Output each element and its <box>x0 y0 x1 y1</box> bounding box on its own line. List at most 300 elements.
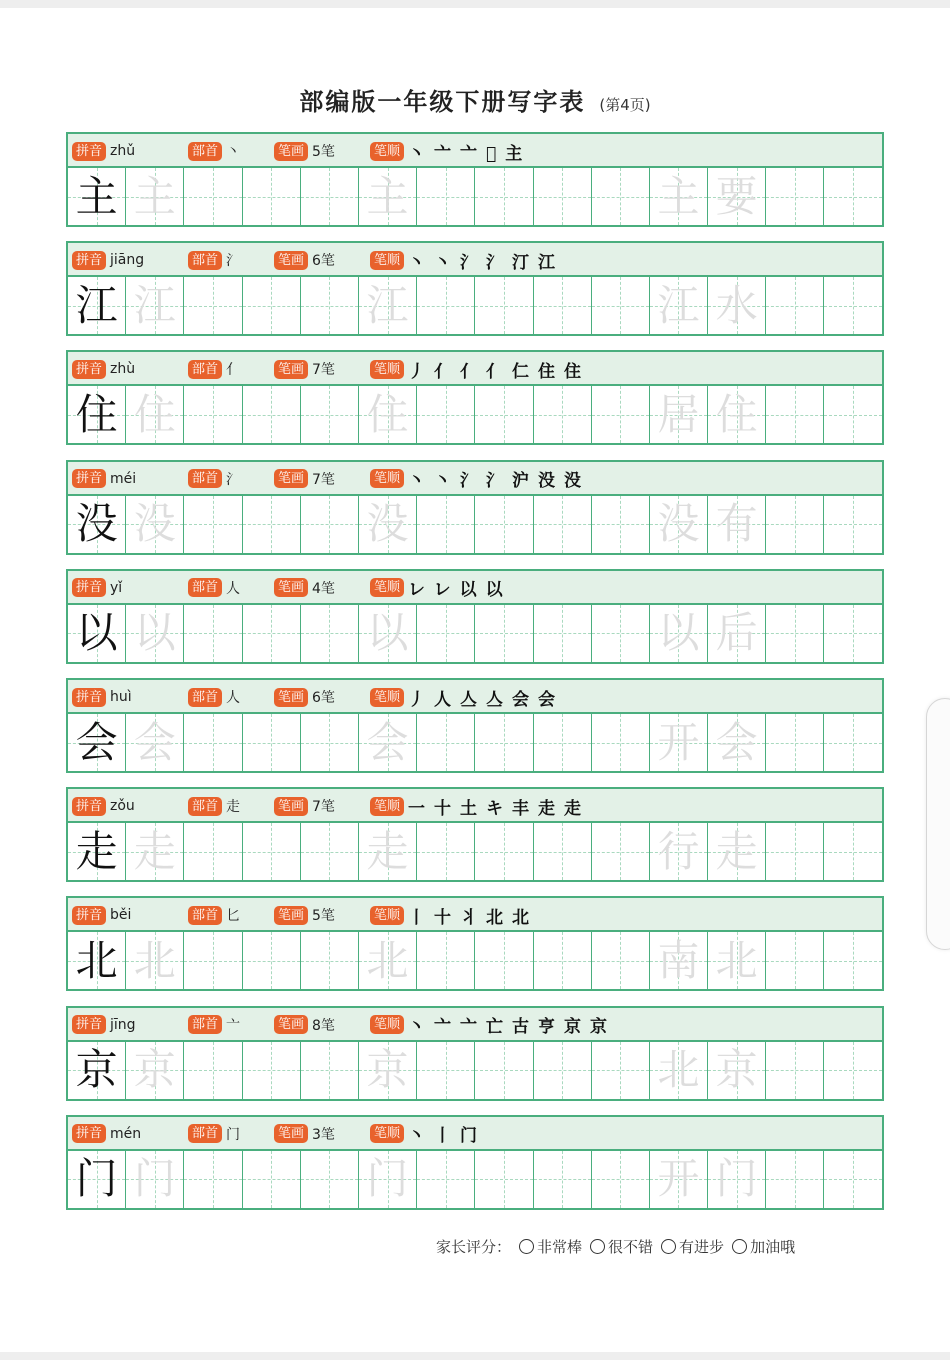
grid-cell[interactable] <box>824 1151 882 1208</box>
pinyin-value: jīng <box>110 1016 136 1033</box>
model-character: 没 <box>75 499 118 549</box>
page-title: 部编版一年级下册写字表 <box>299 87 586 116</box>
grid-cell[interactable] <box>534 386 592 443</box>
grid-cell[interactable] <box>301 1151 359 1208</box>
grid-cell[interactable] <box>766 496 824 553</box>
pinyin-value: zǒu <box>110 798 135 815</box>
strokes-badge: 笔画 <box>274 251 308 270</box>
character-block <box>66 896 884 991</box>
pinyin-badge: 拼音 <box>72 688 106 707</box>
grid-cell[interactable] <box>708 277 766 334</box>
grid-cell[interactable] <box>534 1151 592 1208</box>
grid-cell[interactable] <box>824 1042 882 1099</box>
pinyin-field <box>72 358 135 380</box>
grid-cell[interactable] <box>592 277 650 334</box>
grid-cell[interactable] <box>475 714 533 771</box>
rating-option-3[interactable]: 有进步 <box>661 1236 724 1257</box>
pinyin-field <box>72 468 136 490</box>
radical-field <box>188 358 240 380</box>
grid-cell[interactable] <box>592 823 650 880</box>
grid-cell[interactable] <box>650 932 708 989</box>
grid-cell[interactable] <box>824 277 882 334</box>
grid-cell[interactable] <box>126 168 184 225</box>
grid-cell[interactable] <box>359 932 417 989</box>
trace-character: 京 <box>715 1045 758 1095</box>
order-badge: 笔顺 <box>370 469 404 488</box>
grid-cell[interactable] <box>184 823 242 880</box>
grid-cell[interactable] <box>708 932 766 989</box>
grid-cell[interactable] <box>650 168 708 225</box>
character-info-bar <box>68 352 882 386</box>
grid-cell[interactable] <box>301 1042 359 1099</box>
grid-cell[interactable] <box>126 386 184 443</box>
character-info-bar <box>68 898 882 932</box>
grid-cell[interactable] <box>475 386 533 443</box>
strokes-field <box>274 1014 335 1036</box>
pinyin-badge: 拼音 <box>72 469 106 488</box>
pinyin-field <box>72 249 144 271</box>
grid-cell[interactable] <box>359 168 417 225</box>
grid-cell[interactable] <box>359 386 417 443</box>
grid-cell[interactable] <box>592 496 650 553</box>
trace-character: 门 <box>133 1154 176 1204</box>
model-character: 北 <box>75 935 118 985</box>
strokes-value: 7笔 <box>312 471 335 488</box>
grid-cell[interactable] <box>650 496 708 553</box>
strokes-badge: 笔画 <box>274 1124 308 1143</box>
grid-cell[interactable] <box>417 168 475 225</box>
pinyin-field <box>72 795 135 817</box>
order-field <box>370 795 590 817</box>
grid-cell[interactable] <box>359 496 417 553</box>
grid-cell[interactable] <box>534 714 592 771</box>
strokes-value: 5笔 <box>312 144 335 160</box>
strokes-value: 7笔 <box>312 799 335 816</box>
grid-cell[interactable] <box>592 1042 650 1099</box>
grid-cell[interactable] <box>68 168 126 225</box>
radical-value: 亻 <box>226 362 241 379</box>
radio-circle-icon[interactable] <box>661 1239 676 1254</box>
radical-value: 亠 <box>226 1017 241 1034</box>
grid-cell[interactable] <box>68 496 126 553</box>
grid-cell[interactable] <box>359 714 417 771</box>
strokes-badge: 笔画 <box>274 578 308 597</box>
trace-character: 行 <box>657 826 700 876</box>
grid-cell[interactable] <box>359 823 417 880</box>
side-scroll-handle[interactable] <box>926 698 950 950</box>
pinyin-badge: 拼音 <box>72 1124 106 1143</box>
character-info-bar <box>68 1008 882 1042</box>
grid-cell[interactable] <box>766 932 824 989</box>
grid-cell[interactable] <box>184 277 242 334</box>
grid-cell[interactable] <box>301 605 359 662</box>
strokes-field <box>274 686 335 708</box>
order-field <box>370 358 590 380</box>
order-field <box>370 468 590 490</box>
grid-cell[interactable] <box>68 1042 126 1099</box>
grid-cell[interactable] <box>126 1042 184 1099</box>
radio-circle-icon[interactable] <box>732 1239 747 1254</box>
grid-cell[interactable] <box>475 823 533 880</box>
order-value: 丿亻亻亻仁住住 <box>408 361 591 382</box>
grid-cell[interactable] <box>184 1042 242 1099</box>
trace-character: 京 <box>133 1045 176 1095</box>
strokes-value: 5笔 <box>312 908 335 925</box>
pinyin-badge: 拼音 <box>72 1015 106 1034</box>
radical-badge: 部首 <box>188 1124 222 1143</box>
grid-cell[interactable] <box>475 605 533 662</box>
grid-cell[interactable] <box>766 168 824 225</box>
grid-cell[interactable] <box>243 168 301 225</box>
grid-cell[interactable] <box>126 1151 184 1208</box>
grid-cell[interactable] <box>243 1151 301 1208</box>
grid-cell[interactable] <box>68 1151 126 1208</box>
radical-badge: 部首 <box>188 906 222 925</box>
trace-character: 开 <box>657 1154 700 1204</box>
order-badge: 笔顺 <box>370 142 404 161</box>
trace-character: 会 <box>366 717 409 767</box>
radical-field <box>188 249 240 271</box>
grid-cell[interactable] <box>68 714 126 771</box>
grid-cell[interactable] <box>650 277 708 334</box>
grid-cell[interactable] <box>475 1042 533 1099</box>
grid-cell[interactable] <box>243 823 301 880</box>
grid-cell[interactable] <box>824 932 882 989</box>
grid-cell[interactable] <box>301 496 359 553</box>
grid-cell[interactable] <box>417 386 475 443</box>
grid-cell[interactable] <box>417 1042 475 1099</box>
parent-rating <box>436 1236 795 1257</box>
grid-cell[interactable] <box>126 496 184 553</box>
order-badge: 笔顺 <box>370 1124 404 1143</box>
character-block <box>66 1006 884 1101</box>
page-header <box>0 82 950 117</box>
trace-character: 以 <box>133 608 176 658</box>
strokes-field <box>274 358 335 380</box>
radical-value: 人 <box>226 690 241 706</box>
grid-cell[interactable] <box>301 168 359 225</box>
grid-cell[interactable] <box>650 605 708 662</box>
grid-cell[interactable] <box>126 714 184 771</box>
strokes-badge: 笔画 <box>274 688 308 707</box>
grid-cell[interactable] <box>824 168 882 225</box>
radical-badge: 部首 <box>188 142 222 161</box>
grid-cell[interactable] <box>359 277 417 334</box>
grid-cell[interactable] <box>184 605 242 662</box>
pinyin-value: jiāng <box>110 252 145 269</box>
grid-cell[interactable] <box>824 714 882 771</box>
pinyin-badge: 拼音 <box>72 797 106 816</box>
pinyin-value: méi <box>110 470 137 487</box>
radio-circle-icon[interactable] <box>519 1239 534 1254</box>
trace-character: 水 <box>715 280 758 330</box>
writing-grid <box>68 823 882 880</box>
character-info-bar <box>68 1117 882 1151</box>
grid-cell[interactable] <box>824 605 882 662</box>
grid-cell[interactable] <box>766 714 824 771</box>
pinyin-field <box>72 1123 141 1145</box>
grid-cell[interactable] <box>126 932 184 989</box>
grid-cell[interactable] <box>708 168 766 225</box>
trace-character: 住 <box>715 389 758 439</box>
grid-cell[interactable] <box>126 605 184 662</box>
order-value: 丨十丬北北 <box>408 907 539 928</box>
strokes-field <box>274 1123 335 1145</box>
grid-cell[interactable] <box>301 386 359 443</box>
character-block <box>66 460 884 555</box>
model-character: 以 <box>75 608 118 658</box>
radical-badge: 部首 <box>188 251 222 270</box>
grid-cell[interactable] <box>650 1151 708 1208</box>
grid-cell[interactable] <box>534 932 592 989</box>
grid-cell[interactable] <box>301 277 359 334</box>
grid-cell[interactable] <box>243 496 301 553</box>
trace-character: 江 <box>133 280 176 330</box>
writing-grid <box>68 277 882 334</box>
radical-field <box>188 686 240 708</box>
writing-grid <box>68 386 882 443</box>
grid-cell[interactable] <box>708 714 766 771</box>
grid-cell[interactable] <box>534 1042 592 1099</box>
grid-cell[interactable] <box>243 932 301 989</box>
trace-character: 门 <box>366 1154 409 1204</box>
pinyin-badge: 拼音 <box>72 360 106 379</box>
grid-cell[interactable] <box>534 277 592 334</box>
model-character: 住 <box>75 389 118 439</box>
grid-cell[interactable] <box>766 823 824 880</box>
grid-cell[interactable] <box>708 1151 766 1208</box>
grid-cell[interactable] <box>766 1151 824 1208</box>
grid-cell[interactable] <box>243 605 301 662</box>
order-value: 丶丨门 <box>408 1126 487 1147</box>
grid-cell[interactable] <box>301 823 359 880</box>
grid-cell[interactable] <box>359 605 417 662</box>
grid-cell[interactable] <box>592 714 650 771</box>
grid-cell[interactable] <box>417 277 475 334</box>
grid-cell[interactable] <box>592 168 650 225</box>
grid-cell[interactable] <box>534 823 592 880</box>
order-field <box>370 686 564 708</box>
grid-cell[interactable] <box>243 277 301 334</box>
strokes-badge: 笔画 <box>274 906 308 925</box>
grid-cell[interactable] <box>650 823 708 880</box>
strokes-badge: 笔画 <box>274 1015 308 1034</box>
trace-character: 会 <box>133 717 176 767</box>
order-field <box>370 249 564 271</box>
radical-badge: 部首 <box>188 797 222 816</box>
order-badge: 笔顺 <box>370 578 404 597</box>
grid-cell[interactable] <box>243 386 301 443</box>
grid-cell[interactable] <box>68 605 126 662</box>
model-character: 会 <box>75 717 118 767</box>
strokes-value: 6笔 <box>312 253 335 270</box>
radical-field <box>188 140 240 162</box>
trace-character: 以 <box>657 608 700 658</box>
radio-circle-icon[interactable] <box>590 1239 605 1254</box>
grid-cell[interactable] <box>766 386 824 443</box>
grid-cell[interactable] <box>475 168 533 225</box>
grid-cell[interactable] <box>592 386 650 443</box>
strokes-field <box>274 140 335 162</box>
order-field <box>370 140 531 162</box>
grid-cell[interactable] <box>766 1042 824 1099</box>
strokes-badge: 笔画 <box>274 797 308 816</box>
grid-cell[interactable] <box>475 932 533 989</box>
grid-cell[interactable] <box>359 1151 417 1208</box>
grid-cell[interactable] <box>766 277 824 334</box>
order-badge: 笔顺 <box>370 906 404 925</box>
grid-cell[interactable] <box>708 605 766 662</box>
grid-cell[interactable] <box>301 714 359 771</box>
grid-cell[interactable] <box>68 932 126 989</box>
character-info-bar <box>68 571 882 605</box>
grid-cell[interactable] <box>650 714 708 771</box>
order-field <box>370 577 512 599</box>
grid-cell[interactable] <box>417 496 475 553</box>
grid-cell[interactable] <box>417 932 475 989</box>
trace-character: 后 <box>715 608 758 658</box>
radical-field <box>188 1123 240 1145</box>
order-field <box>370 1014 616 1036</box>
grid-cell[interactable] <box>475 496 533 553</box>
pinyin-value: huì <box>110 689 132 705</box>
strokes-field <box>274 468 335 490</box>
writing-grid <box>68 1151 882 1208</box>
grid-cell[interactable] <box>126 277 184 334</box>
model-character: 主 <box>75 171 118 221</box>
grid-cell[interactable] <box>68 277 126 334</box>
character-info-bar <box>68 680 882 714</box>
grid-cell[interactable] <box>534 496 592 553</box>
radical-value: 丶 <box>226 144 241 160</box>
trace-character: 北 <box>133 935 176 985</box>
trace-character: 没 <box>133 499 176 549</box>
grid-cell[interactable] <box>592 1151 650 1208</box>
grid-cell[interactable] <box>824 496 882 553</box>
trace-character: 有 <box>715 499 758 549</box>
grid-cell[interactable] <box>417 605 475 662</box>
grid-cell[interactable] <box>301 932 359 989</box>
grid-cell[interactable] <box>184 932 242 989</box>
radical-value: 门 <box>226 1126 241 1143</box>
grid-cell[interactable] <box>417 1151 475 1208</box>
trace-character: 以 <box>366 608 409 658</box>
pinyin-field <box>72 577 122 599</box>
grid-cell[interactable] <box>766 605 824 662</box>
grid-cell[interactable] <box>708 1042 766 1099</box>
page-number: (第4页) <box>599 96 651 114</box>
grid-cell[interactable] <box>184 714 242 771</box>
rating-option-2[interactable]: 很不错 <box>590 1236 653 1257</box>
trace-character: 走 <box>715 826 758 876</box>
pinyin-badge: 拼音 <box>72 906 106 925</box>
writing-grid <box>68 496 882 553</box>
pinyin-field <box>72 140 135 162</box>
grid-cell[interactable] <box>243 714 301 771</box>
radical-badge: 部首 <box>188 469 222 488</box>
strokes-field <box>274 577 335 599</box>
grid-cell[interactable] <box>708 386 766 443</box>
strokes-value: 8笔 <box>312 1017 335 1034</box>
grid-cell[interactable] <box>475 1151 533 1208</box>
model-character: 走 <box>75 826 118 876</box>
grid-cell[interactable] <box>417 714 475 771</box>
rating-label: 家长评分： <box>436 1238 512 1256</box>
grid-cell[interactable] <box>126 823 184 880</box>
grid-cell[interactable] <box>417 823 475 880</box>
rating-option-1[interactable]: 非常棒 <box>519 1236 582 1257</box>
grid-cell[interactable] <box>184 1151 242 1208</box>
grid-cell[interactable] <box>68 823 126 880</box>
character-info-bar <box>68 243 882 277</box>
grid-cell[interactable] <box>824 386 882 443</box>
strokes-field <box>274 795 335 817</box>
grid-cell[interactable] <box>708 823 766 880</box>
grid-cell[interactable] <box>184 386 242 443</box>
grid-cell[interactable] <box>534 605 592 662</box>
strokes-badge: 笔画 <box>274 142 308 161</box>
order-value: 丶亠亠𠂓主 <box>408 143 532 164</box>
trace-character: 北 <box>715 935 758 985</box>
radical-value: 人 <box>226 580 241 597</box>
strokes-badge: 笔画 <box>274 469 308 488</box>
strokes-value: 3笔 <box>312 1126 335 1143</box>
radical-badge: 部首 <box>188 1015 222 1034</box>
pinyin-value: zhǔ <box>110 143 136 159</box>
grid-cell[interactable] <box>708 496 766 553</box>
writing-grid <box>68 1042 882 1099</box>
character-info-bar <box>68 462 882 496</box>
grid-cell[interactable] <box>650 386 708 443</box>
strokes-value: 6笔 <box>312 690 335 706</box>
grid-cell[interactable] <box>243 1042 301 1099</box>
trace-character: 门 <box>715 1154 758 1204</box>
pinyin-value: yǐ <box>110 579 123 596</box>
order-badge: 笔顺 <box>370 360 404 379</box>
grid-cell[interactable] <box>534 168 592 225</box>
radical-value: 氵 <box>226 471 241 488</box>
grid-cell[interactable] <box>824 823 882 880</box>
order-value: レレ以以 <box>408 580 512 601</box>
radical-value: 氵 <box>226 253 241 270</box>
grid-cell[interactable] <box>68 386 126 443</box>
trace-character: 主 <box>133 171 176 221</box>
trace-character: 居 <box>657 389 700 439</box>
strokes-badge: 笔画 <box>274 360 308 379</box>
order-field <box>370 904 538 926</box>
trace-character: 走 <box>366 826 409 876</box>
grid-cell[interactable] <box>184 496 242 553</box>
trace-character: 北 <box>366 935 409 985</box>
grid-cell[interactable] <box>475 277 533 334</box>
order-value: 丿人亼亼会会 <box>408 689 565 710</box>
trace-character: 会 <box>715 717 758 767</box>
grid-cell[interactable] <box>592 932 650 989</box>
writing-grid <box>68 605 882 662</box>
rating-option-4[interactable]: 加油哦 <box>732 1236 795 1257</box>
grid-cell[interactable] <box>184 168 242 225</box>
grid-cell[interactable] <box>592 605 650 662</box>
grid-cell[interactable] <box>359 1042 417 1099</box>
strokes-field <box>274 249 335 271</box>
order-badge: 笔顺 <box>370 1015 404 1034</box>
radical-field <box>188 795 240 817</box>
grid-cell[interactable] <box>650 1042 708 1099</box>
pinyin-badge: 拼音 <box>72 251 106 270</box>
radical-value: 匕 <box>226 908 241 925</box>
order-value: 一十土キ丰走走 <box>408 798 591 819</box>
pinyin-badge: 拼音 <box>72 142 106 161</box>
